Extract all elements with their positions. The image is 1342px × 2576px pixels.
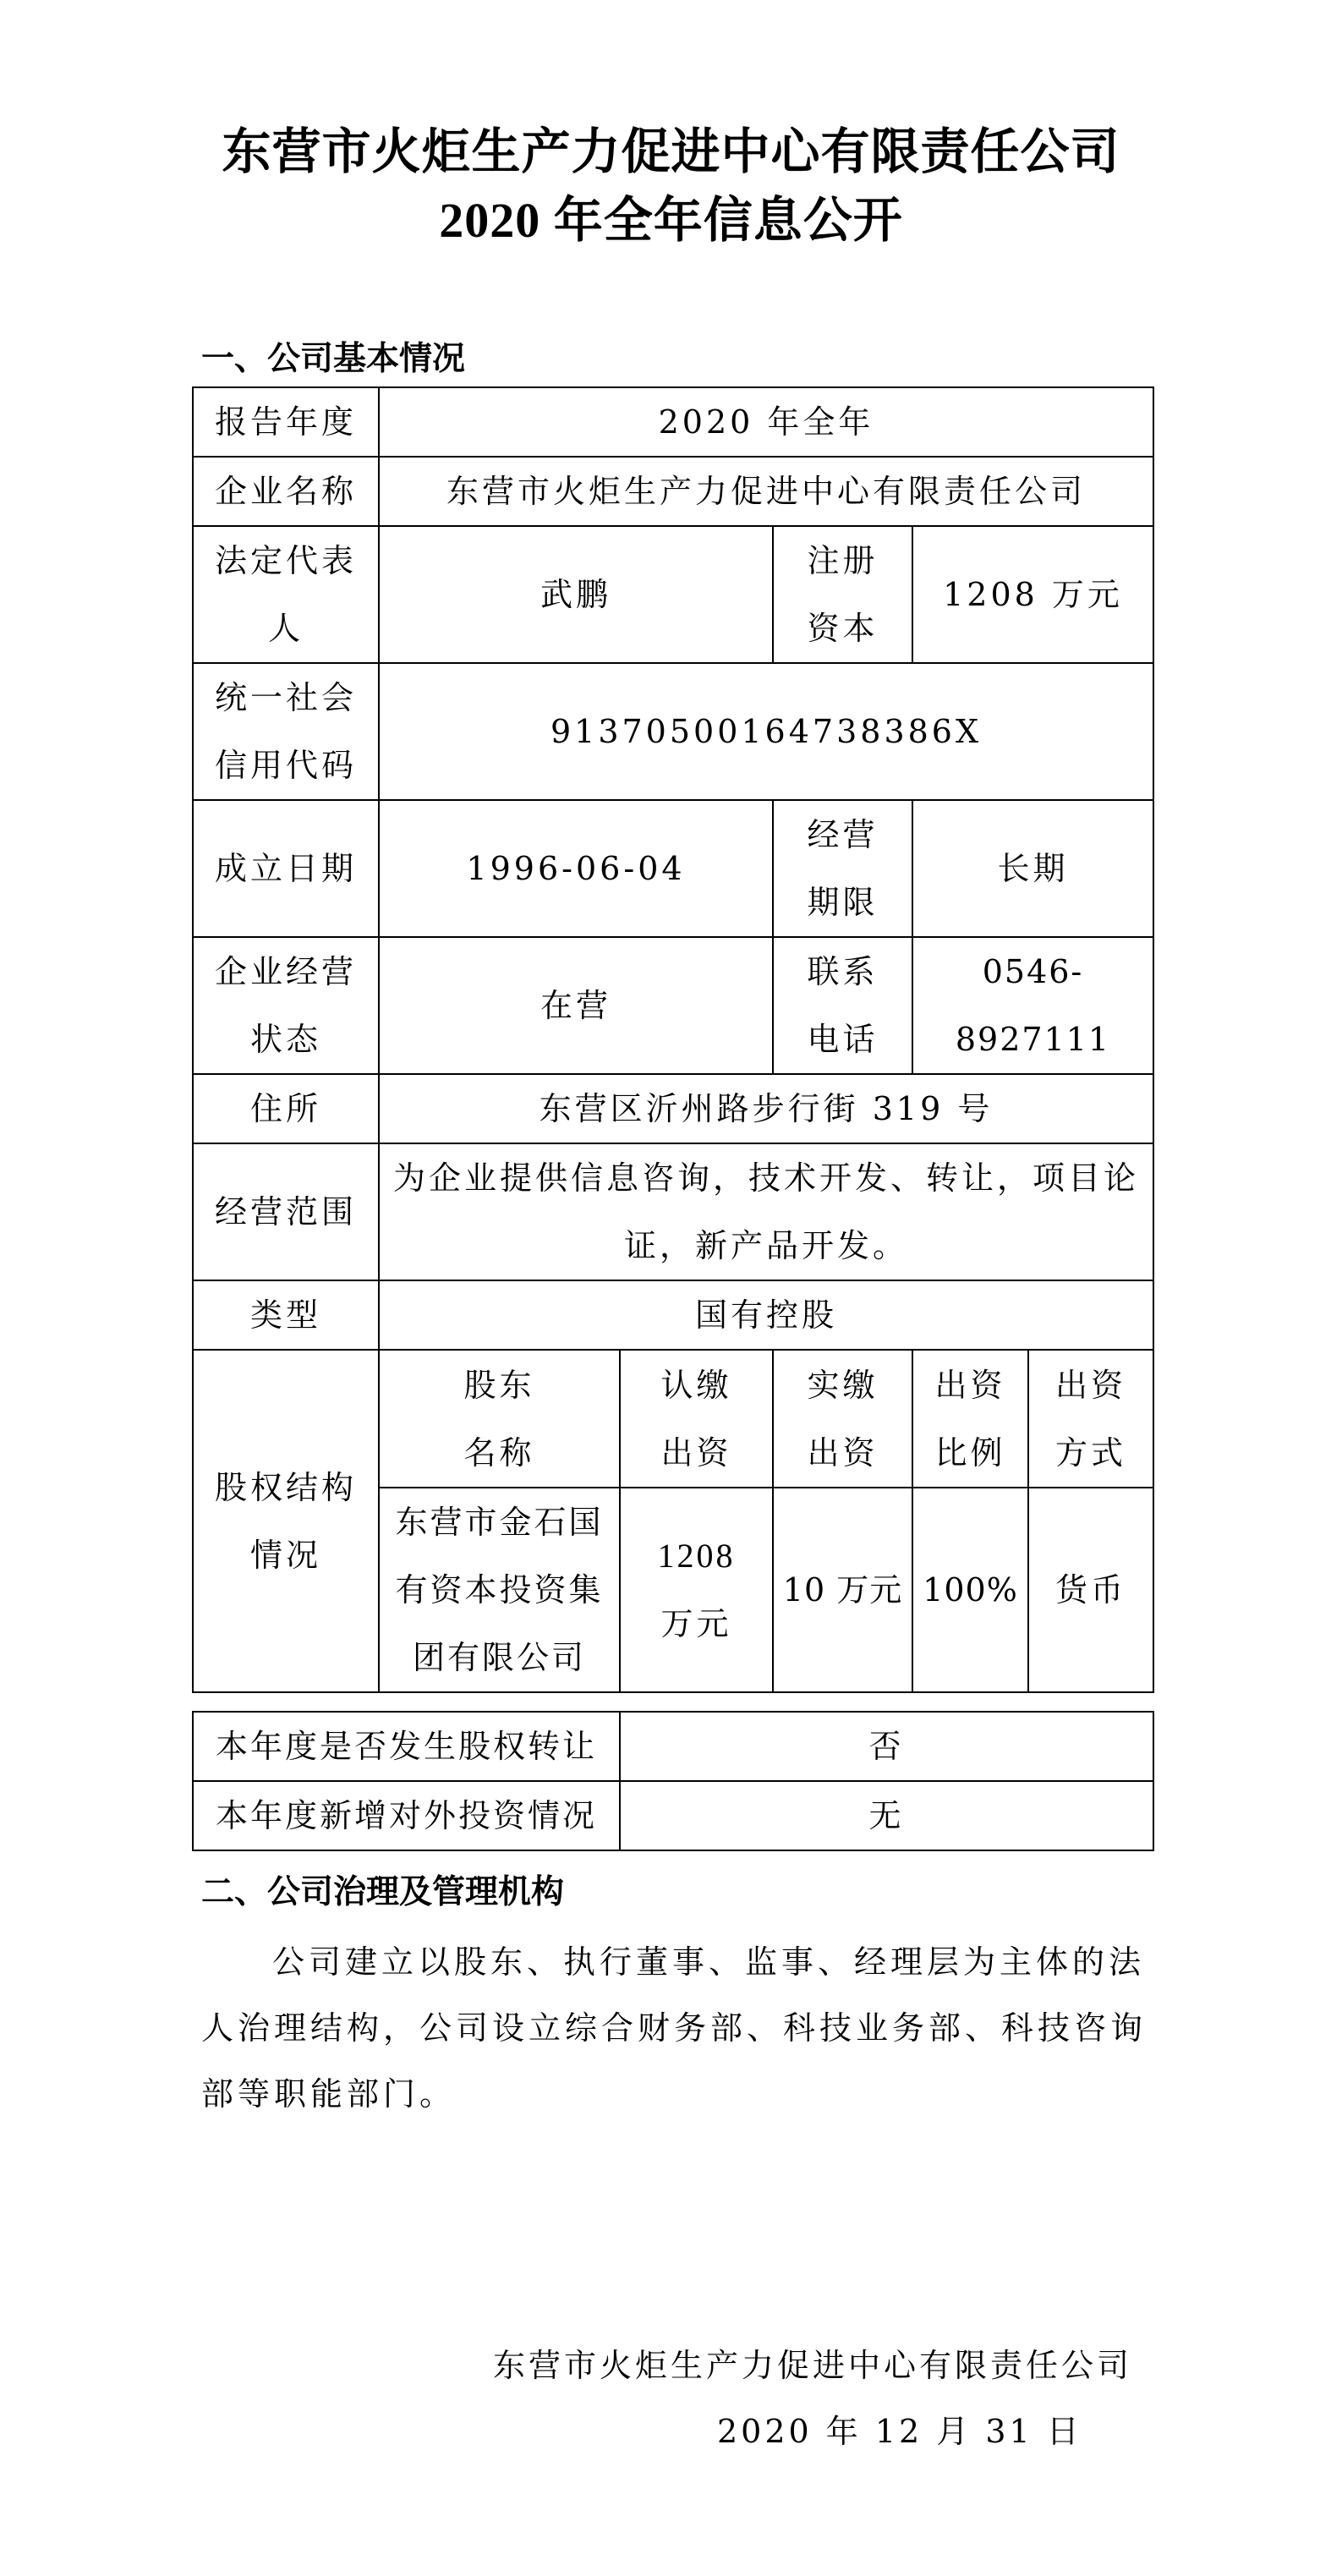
row-status [193,937,1153,1074]
label-phone: 联系 电话 [773,937,912,1074]
row-address [193,1074,1153,1143]
label-address: 住所 [193,1074,379,1143]
cell-shareholder-name: 东营市金石国 有资本投资集 团有限公司 [379,1488,620,1692]
value-new-investment: 无 [620,1781,1153,1850]
value-equity-transfer: 否 [620,1712,1153,1781]
cell-ratio: 100% [912,1488,1028,1692]
row-type [193,1280,1153,1350]
cell-method: 货币 [1028,1488,1153,1692]
row-report-year [193,387,1153,457]
label-established: 成立日期 [193,800,379,937]
label-new-investment: 本年度新增对外投资情况 [193,1781,620,1850]
label-equity-structure: 股权结构 情况 [193,1350,379,1692]
value-scope: 为企业提供信息咨询，技术开发、转让，项目论 证，新产品开发。 [379,1143,1153,1280]
value-company-name: 东营市火炬生产力促进中心有限责任公司 [379,457,1153,526]
label-report-year: 报告年度 [193,387,379,457]
value-reg-capital: 1208 万元 [912,526,1153,663]
paragraph-line2: 人治理结构，公司设立综合财务部、科技业务部、科技咨询 [201,2009,1148,2047]
label-type: 类型 [193,1280,379,1350]
value-business-term: 长期 [912,800,1153,937]
value-phone: 0546-8927111 [912,937,1153,1074]
value-address: 东营区沂州路步行街 319 号 [379,1074,1153,1143]
header-ratio: 出资 比例 [912,1350,1028,1488]
cell-subscribed: 1208 万元 [620,1488,773,1692]
document-title-line2: 2020 年全年信息公开 [439,193,903,248]
paragraph-line3: 部等职能部门。 [201,2075,457,2113]
label-reg-capital: 注册 资本 [773,526,912,663]
paragraph-line1: 公司建立以股东、执行董事、监事、经理层为主体的法 [272,1943,1146,1981]
label-scope: 经营范围 [193,1143,379,1280]
header-subscribed: 认缴 出资 [620,1350,773,1488]
row-legal-rep [193,526,1153,663]
row-credit-code [193,663,1153,800]
label-company-name: 企业名称 [193,457,379,526]
row-equity-transfer [193,1712,1153,1781]
header-method: 出资 方式 [1028,1350,1153,1488]
equity-change-table [192,1711,1154,1851]
governance-paragraph [201,1929,1152,2127]
value-credit-code: 91370500164738386X [379,663,1153,800]
signature-date: 2020 年 12 月 31 日 [717,2413,1082,2450]
value-established: 1996-06-04 [379,800,773,937]
header-shareholder-name: 股东 名称 [379,1350,620,1488]
row-established [193,800,1153,937]
signature-company: 东营市火炬生产力促进中心有限责任公司 [493,2347,1133,2384]
value-type: 国有控股 [379,1280,1153,1350]
row-scope [193,1143,1153,1280]
label-credit-code: 统一社会 信用代码 [193,663,379,800]
header-paid-in: 实缴 出资 [773,1350,912,1488]
row-new-investment [193,1781,1153,1850]
label-legal-rep: 法定代表 人 [193,526,379,663]
value-legal-rep: 武鹏 [379,526,773,663]
row-equity-header [193,1350,1153,1488]
label-business-term: 经营 期限 [773,800,912,937]
cell-paid-in: 10 万元 [773,1488,912,1692]
document-title-line1: 东营市火炬生产力促进中心有限责任公司 [222,124,1120,179]
section1-heading: 一、公司基本情况 [201,340,466,378]
value-status: 在营 [379,937,773,1074]
section2-heading: 二、公司治理及管理机构 [201,1873,565,1911]
label-equity-transfer: 本年度是否发生股权转让 [193,1712,620,1781]
label-status: 企业经营 状态 [193,937,379,1074]
row-company-name [193,457,1153,526]
value-report-year: 2020 年全年 [379,387,1153,457]
company-info-table [192,386,1154,1693]
